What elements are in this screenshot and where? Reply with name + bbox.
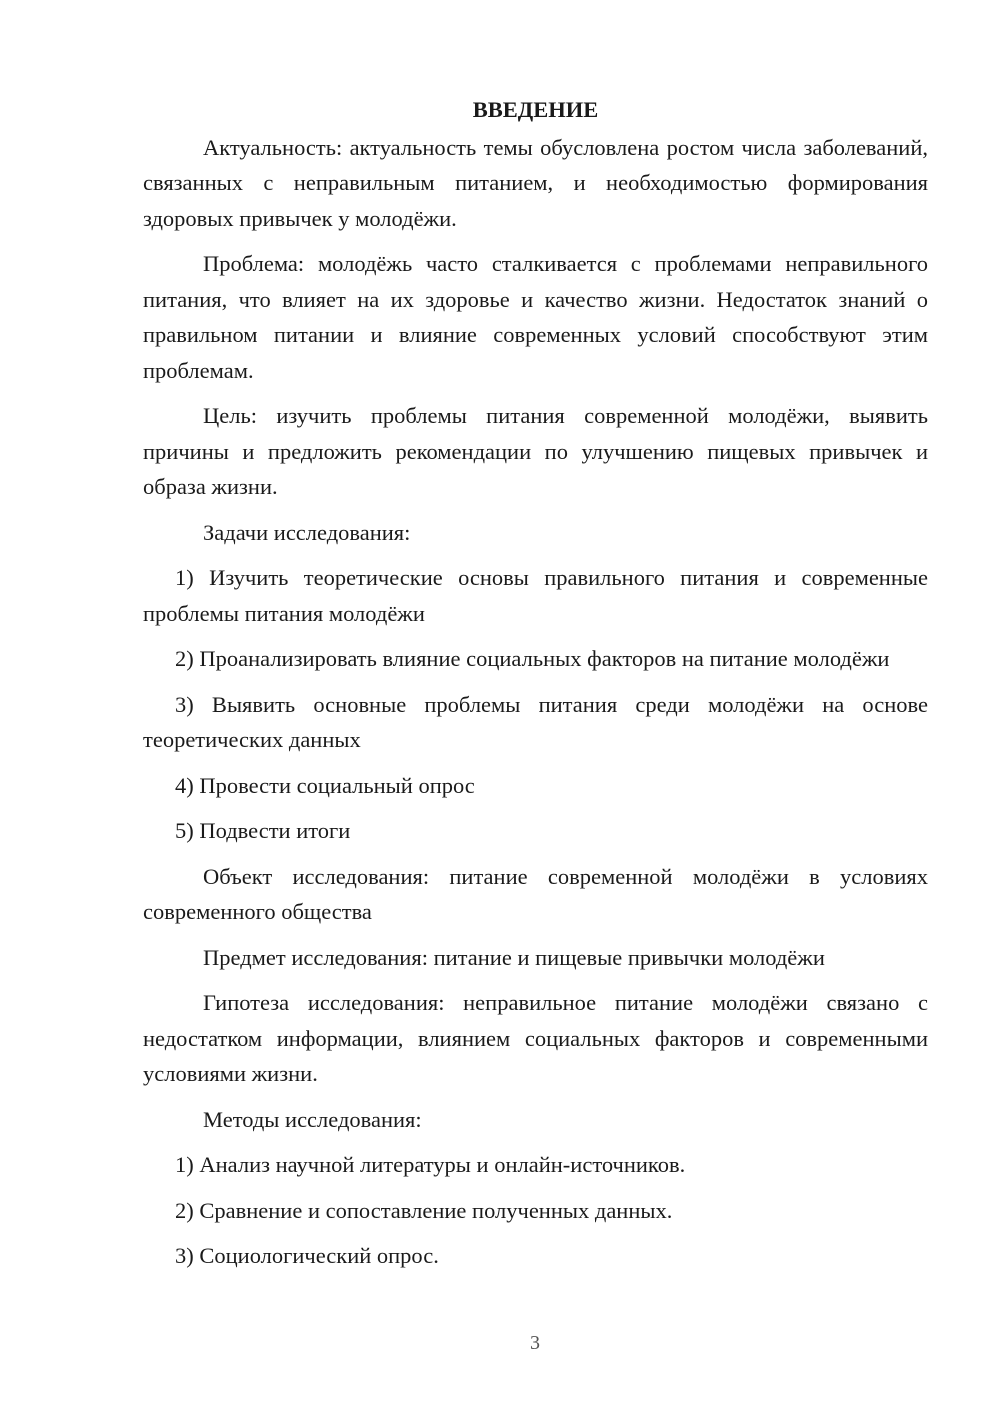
object-paragraph: Объект исследования: питание современной молодёжи в условиях современного общества bbox=[143, 863, 928, 924]
problem-paragraph: Проблема: молодёжь часто сталкивается с проблемами неправильного питания, что влияет на их здоровье и качество жизни. Недостаток знаний о правильном питании и влияние современных условий способствуют этим проблемам. bbox=[143, 251, 928, 383]
page-number: 3 bbox=[530, 1332, 540, 1354]
hypothesis-paragraph: Гипотеза исследования: неправильное питание молодёжи связано с недостатком информации, влиянием социальных факторов и современными условиями жизни. bbox=[143, 990, 928, 1086]
goal-paragraph: Цель: изучить проблемы питания современной молодёжи, выявить причины и предложить рекомендации по улучшению пищевых привычек и образа жизни. bbox=[143, 403, 928, 499]
task-item-3: 3) Выявить основные проблемы питания среди молодёжи на основе теоретических данных bbox=[143, 691, 928, 752]
task-item-2: 2) Проанализировать влияние социальных факторов на питание молодёжи bbox=[175, 646, 890, 671]
task-item-1: 1) Изучить теоретические основы правильного питания и современные проблемы питания молодёжи bbox=[143, 565, 928, 626]
subject-paragraph: Предмет исследования: питание и пищевые привычки молодёжи bbox=[203, 944, 825, 970]
method-item-2: 2) Сравнение и сопоставление полученных данных. bbox=[175, 1197, 673, 1223]
tasks-title: Задачи исследования: bbox=[203, 519, 411, 545]
document-body bbox=[143, 92, 928, 1284]
method-item-1: 1) Анализ научной литературы и онлайн-источников. bbox=[175, 1152, 686, 1177]
relevance-paragraph: Актуальность: актуальность темы обусловлена ростом числа заболеваний, связанных с неправильным питанием, и необходимостью формирования здоровых привычек у молодёжи. bbox=[143, 134, 928, 231]
section-heading: ВВЕДЕНИЕ bbox=[472, 97, 599, 122]
methods-title: Методы исследования: bbox=[203, 1106, 422, 1132]
task-item-4: 4) Провести социальный опрос bbox=[175, 772, 475, 798]
method-item-3: 3) Социологический опрос. bbox=[175, 1243, 439, 1268]
task-item-5: 5) Подвести итоги bbox=[175, 818, 351, 843]
